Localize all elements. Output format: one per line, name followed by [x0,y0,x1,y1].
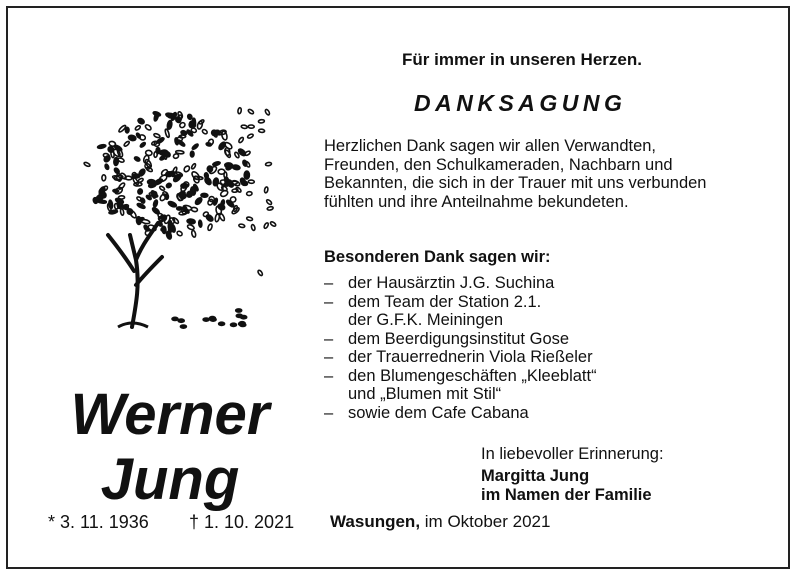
thanks-text: dem Team der Station 2.1. der G.F.K. Meiningen [348,292,542,329]
signer-family: im Namen der Familie [481,485,652,504]
place: Wasungen, [330,512,421,531]
deceased-first-name: Werner [70,382,270,447]
deceased-last-name: Jung [100,447,240,512]
signer-name: Margitta Jung [481,467,590,485]
list-item [324,367,744,404]
dash: – [324,348,334,366]
list-item [324,274,744,293]
thanks-text: dem Beerdigungsinstitut Gose [348,329,570,348]
dash: – [324,292,334,311]
list-item [324,348,744,367]
list-item [324,293,744,330]
tree-icon [80,95,280,335]
death-date: † 1. 10. 2021 [189,512,295,532]
signers [481,467,652,504]
list-item [324,404,744,423]
dash: – [324,366,334,385]
list-item [324,330,744,349]
birth-date: * 3. 11. 1936 [48,512,149,532]
motto: Für immer in unseren Herzen. [402,50,642,69]
notice-title: DANKSAGUNG [414,90,627,116]
thanks-text: der Trauerrednerin Viola Rießeler [348,348,593,366]
special-thanks-heading: Besonderen Dank sagen wir: [324,248,551,266]
thanks-text: sowie dem Cafe Cabana [348,403,529,422]
thanks-text: der Hausärztin J.G. Suchina [348,274,555,292]
dash: – [324,274,334,292]
place-date [330,512,550,532]
thanks-list [324,274,744,422]
memory-line: In liebevoller Erinnerung: [481,445,664,463]
dash: – [324,329,334,348]
thanks-text: den Blumengeschäften „Kleeblatt“ und „Blumen mit Stil“ [348,366,597,403]
dash: – [324,403,334,422]
date: im Oktober 2021 [424,512,551,531]
intro-text: Herzlichen Dank sagen wir allen Verwandten, Freunden, den Schulkameraden, Nachbarn und Bekannten, die sich in der Trauer mit uns verbunden fühlten und ihre Anteilnahme bekundeten. [324,137,707,211]
